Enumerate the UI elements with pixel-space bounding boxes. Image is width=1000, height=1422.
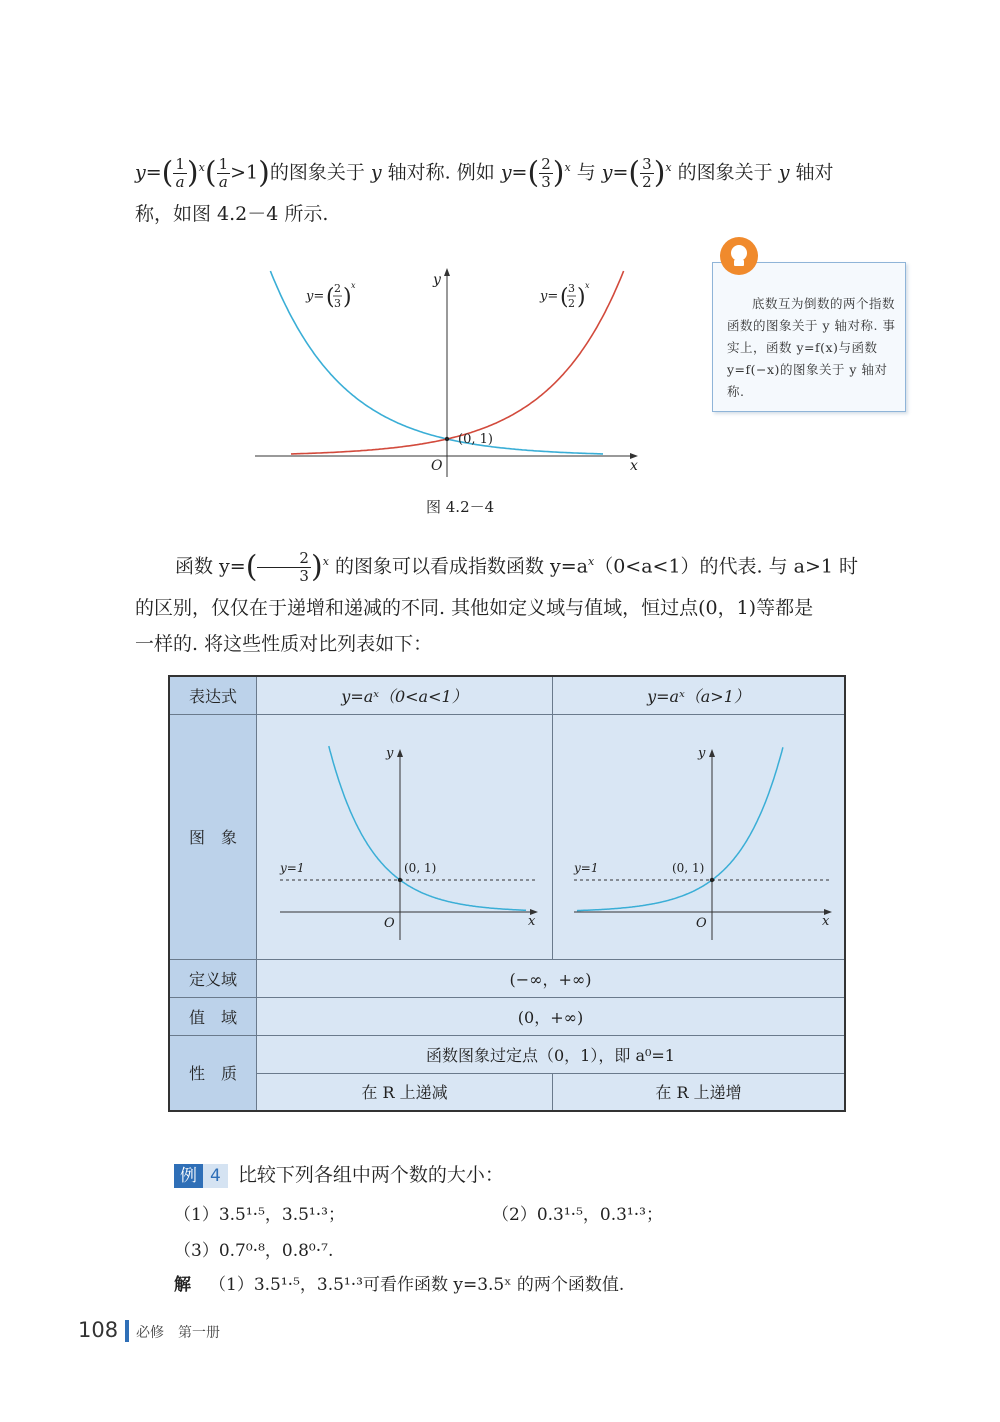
example-title: 比较下列各组中两个数的大小： bbox=[237, 1164, 504, 1186]
solution-label: 解 bbox=[174, 1275, 191, 1295]
table-row bbox=[169, 714, 845, 959]
footer-divider bbox=[125, 1320, 129, 1342]
graph-decreasing bbox=[257, 714, 553, 959]
para2-line2: 的区别，仅仅在于递增和递减的不同. 其他如定义域与值域，恒过点(0，1)等都是 bbox=[135, 597, 814, 619]
fraction: $\frac{2}{3}$ bbox=[541, 154, 551, 191]
svg-text:y: y bbox=[697, 745, 705, 761]
example-header bbox=[174, 1160, 504, 1188]
svg-text:O: O bbox=[383, 915, 395, 931]
point-label: (0, 1) bbox=[458, 432, 493, 447]
property-common: 函数图象过定点（0，1），即 a⁰=1 bbox=[257, 1035, 846, 1073]
example-item-1: （1）3.5¹·⁵，3.5¹·³； bbox=[174, 1205, 345, 1225]
table-row bbox=[169, 1035, 845, 1073]
svg-text:(0, 1): (0, 1) bbox=[403, 860, 436, 875]
header-range: 值 域 bbox=[169, 997, 257, 1035]
expr-decreasing: y=aˣ（0<a<1） bbox=[257, 676, 553, 714]
graph-increasing bbox=[553, 714, 846, 959]
label-left bbox=[305, 281, 356, 310]
property-decreasing: 在 R 上递减 bbox=[257, 1073, 553, 1111]
svg-text:(: ( bbox=[326, 285, 335, 310]
svg-text:y=: y= bbox=[306, 289, 325, 304]
table-row bbox=[169, 676, 845, 714]
label-right bbox=[539, 281, 590, 310]
lightbulb-icon bbox=[720, 237, 758, 275]
page-number: 108 bbox=[78, 1318, 119, 1342]
example-number: 4 bbox=[203, 1164, 228, 1188]
fraction: $\frac{2}{3}$ bbox=[257, 550, 311, 585]
svg-text:x: x bbox=[527, 913, 535, 929]
svg-text:y=: y= bbox=[540, 289, 559, 304]
intro-line1: y=( $\frac{1}{a}$ )$^x$( $\frac{1}{a}$ >1)的图象关于 y 轴对称. 例如 y=( $\frac{2}{3}$ )$^x$ 与 y=( $\frac{3}{2}$ )$^x$ 的图象关于 y 轴对 bbox=[135, 154, 834, 191]
tip-text: 底数互为倒数的两个指数函数的图象关于 y 轴对称. 事实上，函数 y=f(x)与函数 y=f(−x)的图象关于 y 轴对称. bbox=[727, 296, 896, 399]
svg-text:y: y bbox=[385, 745, 393, 761]
fraction: $\frac{1}{a}$ bbox=[218, 154, 229, 191]
svg-text:y=1: y=1 bbox=[573, 860, 598, 875]
para2-line3: 一样的. 将这些性质对比列表如下： bbox=[135, 633, 433, 655]
point-0-1 bbox=[445, 437, 449, 441]
figure-caption: 图 4.2－4 bbox=[426, 498, 495, 516]
header-graph: 图 象 bbox=[169, 714, 257, 959]
x-axis-label: x bbox=[630, 458, 638, 474]
svg-text:O: O bbox=[695, 915, 707, 931]
graph-decreasing-svg bbox=[260, 715, 550, 955]
fraction: $\frac{1}{a}$ bbox=[175, 154, 185, 191]
range-value: (0，+∞) bbox=[257, 997, 846, 1035]
table-row bbox=[169, 1073, 845, 1111]
svg-text:): ) bbox=[343, 285, 352, 310]
footer-text: 必修 第一册 bbox=[136, 1325, 220, 1341]
comparison-table bbox=[168, 675, 846, 1112]
graph-increasing-svg bbox=[554, 715, 844, 955]
svg-text:): ) bbox=[577, 285, 586, 310]
svg-text:3: 3 bbox=[334, 297, 341, 310]
example-badge: 例 bbox=[174, 1164, 203, 1188]
example-item-3: （3）0.7⁰·⁸，0.8⁰·⁷. bbox=[174, 1241, 334, 1261]
table-row bbox=[169, 959, 845, 997]
intro-line2: 称，如图 4.2－4 所示. bbox=[135, 203, 329, 225]
svg-text:(0, 1): (0, 1) bbox=[671, 860, 704, 875]
solution-text: （1）3.5¹·⁵，3.5¹·³可看作函数 y=3.5ˣ 的两个函数值. bbox=[209, 1275, 625, 1295]
header-property: 性 质 bbox=[169, 1035, 257, 1111]
example-item-2: （2）0.3¹·⁵，0.3¹·³； bbox=[492, 1205, 663, 1225]
domain-value: (−∞，+∞) bbox=[257, 959, 846, 997]
svg-text:x: x bbox=[821, 913, 829, 929]
property-increasing: 在 R 上递增 bbox=[553, 1073, 846, 1111]
svg-text:2: 2 bbox=[568, 297, 575, 310]
header-domain: 定义域 bbox=[169, 959, 257, 997]
origin-label: O bbox=[431, 458, 443, 474]
svg-text:x: x bbox=[585, 281, 590, 290]
table-row bbox=[169, 997, 845, 1035]
svg-text:3: 3 bbox=[568, 282, 575, 295]
y-axis-label: y bbox=[433, 272, 441, 288]
para2-line1: 函数 y=( $\frac{2}{3}$ )$^x$ 的图象可以看成指数函数 $y=a^x(0<a<1)$的代表. 与 a>1 时 bbox=[175, 548, 859, 585]
solution bbox=[174, 1270, 624, 1295]
header-expr: 表达式 bbox=[169, 676, 257, 714]
intro-text: y= bbox=[135, 161, 162, 184]
svg-text:x: x bbox=[351, 281, 356, 290]
figure-4-2-4 bbox=[250, 262, 650, 482]
svg-text:2: 2 bbox=[334, 282, 341, 295]
expr-increasing: y=aˣ（a>1） bbox=[553, 676, 846, 714]
tip-box bbox=[712, 262, 906, 412]
svg-text:y=1: y=1 bbox=[279, 860, 304, 875]
svg-text:(: ( bbox=[560, 285, 569, 310]
fraction: $\frac{3}{2}$ bbox=[642, 154, 652, 191]
